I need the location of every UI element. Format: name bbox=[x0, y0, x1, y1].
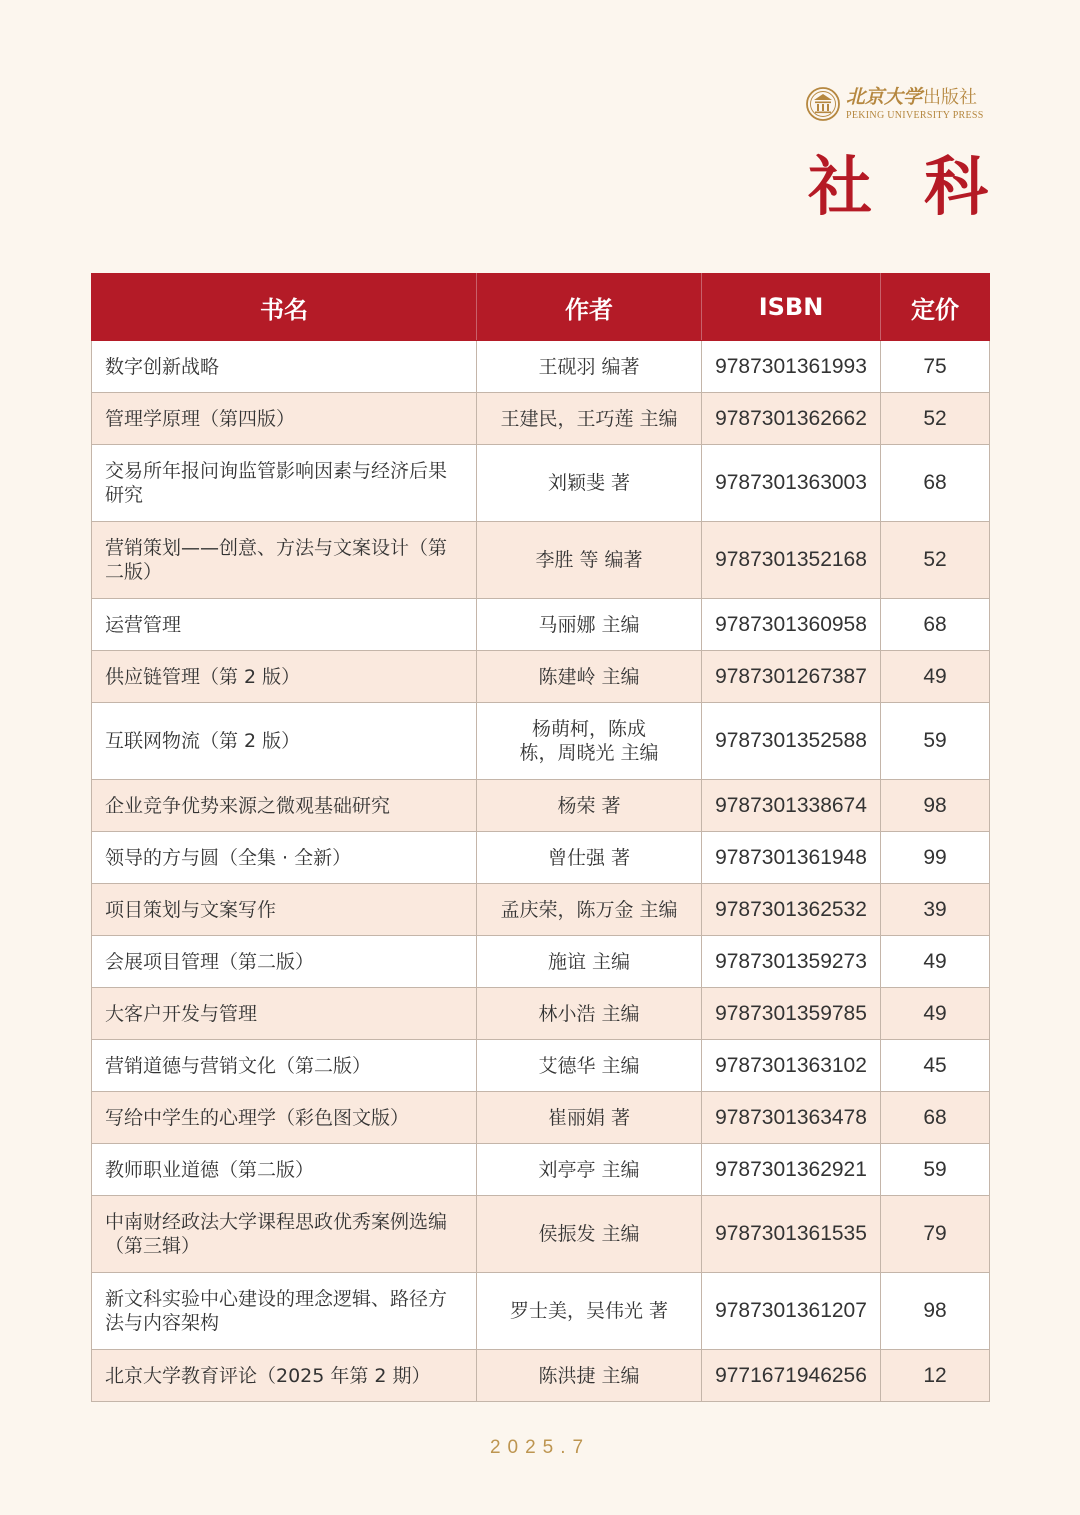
header-price: 定价 bbox=[881, 274, 990, 341]
book-price: 98 bbox=[881, 780, 990, 832]
book-price: 52 bbox=[881, 393, 990, 445]
header-isbn: ISBN bbox=[702, 274, 881, 341]
table-row bbox=[92, 445, 990, 522]
book-author: 侯振发 主编 bbox=[477, 1196, 702, 1273]
book-isbn: 9787301361948 bbox=[702, 832, 881, 884]
logo-press-name: 出版社 bbox=[923, 86, 978, 108]
book-author: 刘亭亭 主编 bbox=[477, 1144, 702, 1196]
book-title: 运营管理 bbox=[92, 599, 477, 651]
book-author: 艾德华 主编 bbox=[477, 1040, 702, 1092]
book-isbn: 9771671946256 bbox=[702, 1350, 881, 1402]
table-row bbox=[92, 522, 990, 599]
book-title: 领导的方与圆（全集 · 全新） bbox=[92, 832, 477, 884]
book-title: 数字创新战略 bbox=[92, 341, 477, 393]
table-row bbox=[92, 884, 990, 936]
book-price: 52 bbox=[881, 522, 990, 599]
header-title: 书名 bbox=[92, 274, 477, 341]
book-author: 陈建岭 主编 bbox=[477, 651, 702, 703]
book-isbn: 9787301361993 bbox=[702, 341, 881, 393]
book-author: 罗士美，吴伟光 著 bbox=[477, 1273, 702, 1350]
table-row bbox=[92, 599, 990, 651]
book-price: 79 bbox=[881, 1196, 990, 1273]
book-price: 59 bbox=[881, 1144, 990, 1196]
table-row bbox=[92, 703, 990, 780]
book-price: 12 bbox=[881, 1350, 990, 1402]
book-author: 崔丽娟 著 bbox=[477, 1092, 702, 1144]
book-author: 林小浩 主编 bbox=[477, 988, 702, 1040]
book-price: 49 bbox=[881, 988, 990, 1040]
book-author: 施谊 主编 bbox=[477, 936, 702, 988]
table-header bbox=[92, 274, 990, 341]
book-price: 39 bbox=[881, 884, 990, 936]
book-list-table bbox=[91, 273, 990, 1402]
book-author: 杨荣 著 bbox=[477, 780, 702, 832]
pku-seal-icon bbox=[806, 87, 840, 121]
table-row bbox=[92, 780, 990, 832]
book-price: 59 bbox=[881, 703, 990, 780]
book-author: 李胜 等 编著 bbox=[477, 522, 702, 599]
table-row bbox=[92, 1350, 990, 1402]
book-title: 新文科实验中心建设的理念逻辑、路径方法与内容架构 bbox=[92, 1273, 477, 1350]
book-price: 99 bbox=[881, 832, 990, 884]
book-author: 刘颖斐 著 bbox=[477, 445, 702, 522]
book-title: 中南财经政法大学课程思政优秀案例选编（第三辑） bbox=[92, 1196, 477, 1273]
book-title: 营销策划——创意、方法与文案设计（第二版） bbox=[92, 522, 477, 599]
book-isbn: 9787301362532 bbox=[702, 884, 881, 936]
book-author: 王砚羽 编著 bbox=[477, 341, 702, 393]
book-isbn: 9787301363478 bbox=[702, 1092, 881, 1144]
book-author: 杨萌柯，陈成栋，周晓光 主编 bbox=[477, 703, 702, 780]
table-row bbox=[92, 1092, 990, 1144]
table-row bbox=[92, 1144, 990, 1196]
logo-university-name: 北京大学 bbox=[846, 85, 923, 108]
book-price: 49 bbox=[881, 651, 990, 703]
book-title: 供应链管理（第 2 版） bbox=[92, 651, 477, 703]
table-row bbox=[92, 393, 990, 445]
book-title: 项目策划与文案写作 bbox=[92, 884, 477, 936]
book-author: 王建民，王巧莲 主编 bbox=[477, 393, 702, 445]
book-price: 68 bbox=[881, 445, 990, 522]
book-isbn: 9787301359273 bbox=[702, 936, 881, 988]
table-row bbox=[92, 936, 990, 988]
book-price: 75 bbox=[881, 341, 990, 393]
book-isbn: 9787301267387 bbox=[702, 651, 881, 703]
book-isbn: 9787301362662 bbox=[702, 393, 881, 445]
book-title: 交易所年报问询监管影响因素与经济后果研究 bbox=[92, 445, 477, 522]
book-price: 49 bbox=[881, 936, 990, 988]
book-isbn: 9787301359785 bbox=[702, 988, 881, 1040]
book-author: 孟庆荣，陈万金 主编 bbox=[477, 884, 702, 936]
book-isbn: 9787301338674 bbox=[702, 780, 881, 832]
section-title: 社科 bbox=[808, 150, 1040, 225]
book-title: 教师职业道德（第二版） bbox=[92, 1144, 477, 1196]
book-author: 曾仕强 著 bbox=[477, 832, 702, 884]
book-price: 68 bbox=[881, 599, 990, 651]
table-row bbox=[92, 1040, 990, 1092]
book-isbn: 9787301363003 bbox=[702, 445, 881, 522]
logo-cn-name bbox=[846, 85, 984, 108]
issue-date: 2025.7 bbox=[489, 1437, 591, 1458]
book-title: 写给中学生的心理学（彩色图文版） bbox=[92, 1092, 477, 1144]
table-row bbox=[92, 341, 990, 393]
book-title: 互联网物流（第 2 版） bbox=[92, 703, 477, 780]
book-isbn: 9787301362921 bbox=[702, 1144, 881, 1196]
book-isbn: 9787301352168 bbox=[702, 522, 881, 599]
table-row bbox=[92, 651, 990, 703]
book-title: 会展项目管理（第二版） bbox=[92, 936, 477, 988]
book-author: 马丽娜 主编 bbox=[477, 599, 702, 651]
book-isbn: 9787301363102 bbox=[702, 1040, 881, 1092]
book-isbn: 9787301360958 bbox=[702, 599, 881, 651]
table-row bbox=[92, 1273, 990, 1350]
header-author: 作者 bbox=[477, 274, 702, 341]
book-price: 45 bbox=[881, 1040, 990, 1092]
book-isbn: 9787301352588 bbox=[702, 703, 881, 780]
table-header-row bbox=[92, 274, 990, 341]
table-row bbox=[92, 1196, 990, 1273]
table-row bbox=[92, 988, 990, 1040]
book-isbn: 9787301361535 bbox=[702, 1196, 881, 1273]
logo-en-name: PEKING UNIVERSITY PRESS bbox=[846, 109, 984, 121]
book-title: 管理学原理（第四版） bbox=[92, 393, 477, 445]
table-body bbox=[92, 341, 990, 1402]
book-title: 北京大学教育评论（2025 年第 2 期） bbox=[92, 1350, 477, 1402]
logo-text bbox=[846, 85, 984, 121]
book-author: 陈洪捷 主编 bbox=[477, 1350, 702, 1402]
book-title: 大客户开发与管理 bbox=[92, 988, 477, 1040]
book-title: 营销道德与营销文化（第二版） bbox=[92, 1040, 477, 1092]
book-isbn: 9787301361207 bbox=[702, 1273, 881, 1350]
table-row bbox=[92, 832, 990, 884]
book-price: 68 bbox=[881, 1092, 990, 1144]
publisher-logo bbox=[806, 84, 996, 124]
book-price: 98 bbox=[881, 1273, 990, 1350]
book-title: 企业竞争优势来源之微观基础研究 bbox=[92, 780, 477, 832]
